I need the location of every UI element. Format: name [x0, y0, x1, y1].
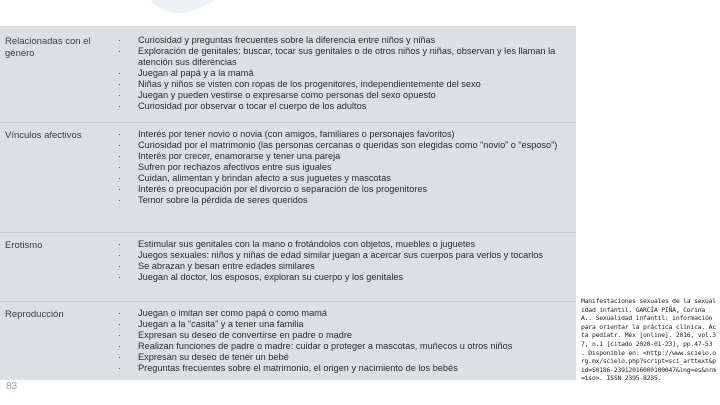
- bullet: ·: [118, 341, 122, 351]
- bullet: ·: [118, 195, 122, 205]
- document-table: [0, 26, 576, 392]
- list-item: · Se abrazan y besan entre edades similares: [118, 261, 315, 271]
- list-item: · Curiosidad por el matrimonio (las personas cercanas o queridas son elegidas como “novio” o “esposo”): [118, 140, 558, 150]
- item-list: [118, 35, 574, 112]
- list-item: · Juegos sexuales: niños y niñas de edad similar juegan a acercar sus cuerpos para verlos y tocarlos: [118, 250, 543, 260]
- section-divider: [0, 301, 576, 302]
- bullet: ·: [118, 239, 122, 249]
- bullet: ·: [118, 68, 122, 78]
- list-item: · Juegan y pueden vestirse o expresarse como personas del sexo opuesto: [118, 90, 436, 100]
- list-item: · Expresan su deseo de convertirse en padre o madre: [118, 330, 352, 340]
- citation-note: Manifestaciones sexuales de la sexualidad infantil. GARCÍA PIÑA, Corina A.. Sexualidad infantil: información para orientar la práctica clínica. Acta pediatr. Méx [online]. 2016, vol.37, n.1 [citado 2020-01-23], pp.47-53 . Disponible en: <http://www.scielo.org.mx/scielo.php?script=sci_arttext&pid=S0186-23912016000100047&lng=es&nrm=iso>. ISSN 2395-8235.: [581, 297, 716, 383]
- bullet: ·: [118, 151, 122, 161]
- list-item: · Exploración de genitales: buscar, tocar sus genitales o de otros niños y niñas, observan y les llaman la atención sus diferencias: [118, 46, 556, 67]
- list-item: · Preguntas frecuentes sobre el matrimonio, el origen y nacimiento de los bebés: [118, 363, 458, 373]
- bullet: ·: [118, 162, 122, 172]
- category-label: Relacionadas con el género: [5, 36, 91, 59]
- bullet: ·: [118, 79, 122, 89]
- list-item: · Temor sobre la pérdida de seres queridos: [118, 195, 308, 205]
- list-item: · Niñas y niños se visten con ropas de los progenitores, independientemente del sexo: [118, 79, 481, 89]
- bullet: ·: [118, 35, 122, 45]
- bullet: ·: [118, 319, 122, 329]
- list-item: · Interés por crecer, enamorarse y tener una pareja: [118, 151, 341, 161]
- item-list: [118, 129, 574, 206]
- list-item: · Curiosidad y preguntas frecuentes sobre la diferencia entre niños y niñas: [118, 35, 436, 45]
- corner-page-mark: 83: [6, 381, 18, 392]
- bullet: ·: [118, 250, 122, 260]
- category-label: Erotismo: [5, 240, 43, 251]
- bullet: ·: [118, 330, 122, 340]
- bullet: ·: [118, 272, 122, 282]
- list-item: · Cuidan, alimentan y brindan afecto a sus juguetes y mascotas: [118, 173, 391, 183]
- category-label: Vínculos afectivos: [5, 130, 82, 141]
- list-item: · Curiosidad por observar o tocar el cuerpo de los adultos: [118, 101, 367, 111]
- list-item: · Interés por tener novio o novia (con amigos, familiares o personajes favoritos): [118, 129, 455, 139]
- section-divider: [0, 122, 576, 123]
- list-item: · Sufren por rechazos afectivos entre sus iguales: [118, 162, 332, 172]
- bullet: ·: [118, 352, 122, 362]
- bullet: ·: [118, 261, 122, 271]
- bullet: ·: [118, 308, 122, 318]
- list-item: · Juegan o imitan ser como papá o como mamá: [118, 308, 327, 318]
- list-item: · Juegan al doctor, los esposos, exploran su cuerpo y los genitales: [118, 272, 404, 282]
- list-item: · Juegan al papá y a la mamá: [118, 68, 254, 78]
- item-list: [118, 239, 574, 283]
- list-item: · Estimular sus genitales con la mano o frotándolos con objetos, muebles o juguetes: [118, 239, 476, 249]
- bullet: ·: [118, 129, 122, 139]
- bullet: ·: [118, 173, 122, 183]
- bullet: ·: [118, 363, 122, 373]
- item-list: [118, 308, 574, 374]
- list-item: · Juegan a la “casita” y a tener una familia: [118, 319, 304, 329]
- category-label: Reproducción: [5, 309, 64, 320]
- list-item: · Realizan funciones de padre o madre: cuidar o proteger a mascotas, muñecos u otros niños: [118, 341, 513, 351]
- bullet: ·: [118, 90, 122, 100]
- bullet: ·: [118, 184, 122, 194]
- list-item: · Interés o preocupación por el divorcio o separación de los progenitores: [118, 184, 428, 194]
- list-item: · Expresan su deseo de tener un bebé: [118, 352, 289, 362]
- bullet: ·: [118, 46, 122, 56]
- section-divider: [0, 232, 576, 233]
- bullet: ·: [118, 140, 122, 150]
- bullet: ·: [118, 101, 122, 111]
